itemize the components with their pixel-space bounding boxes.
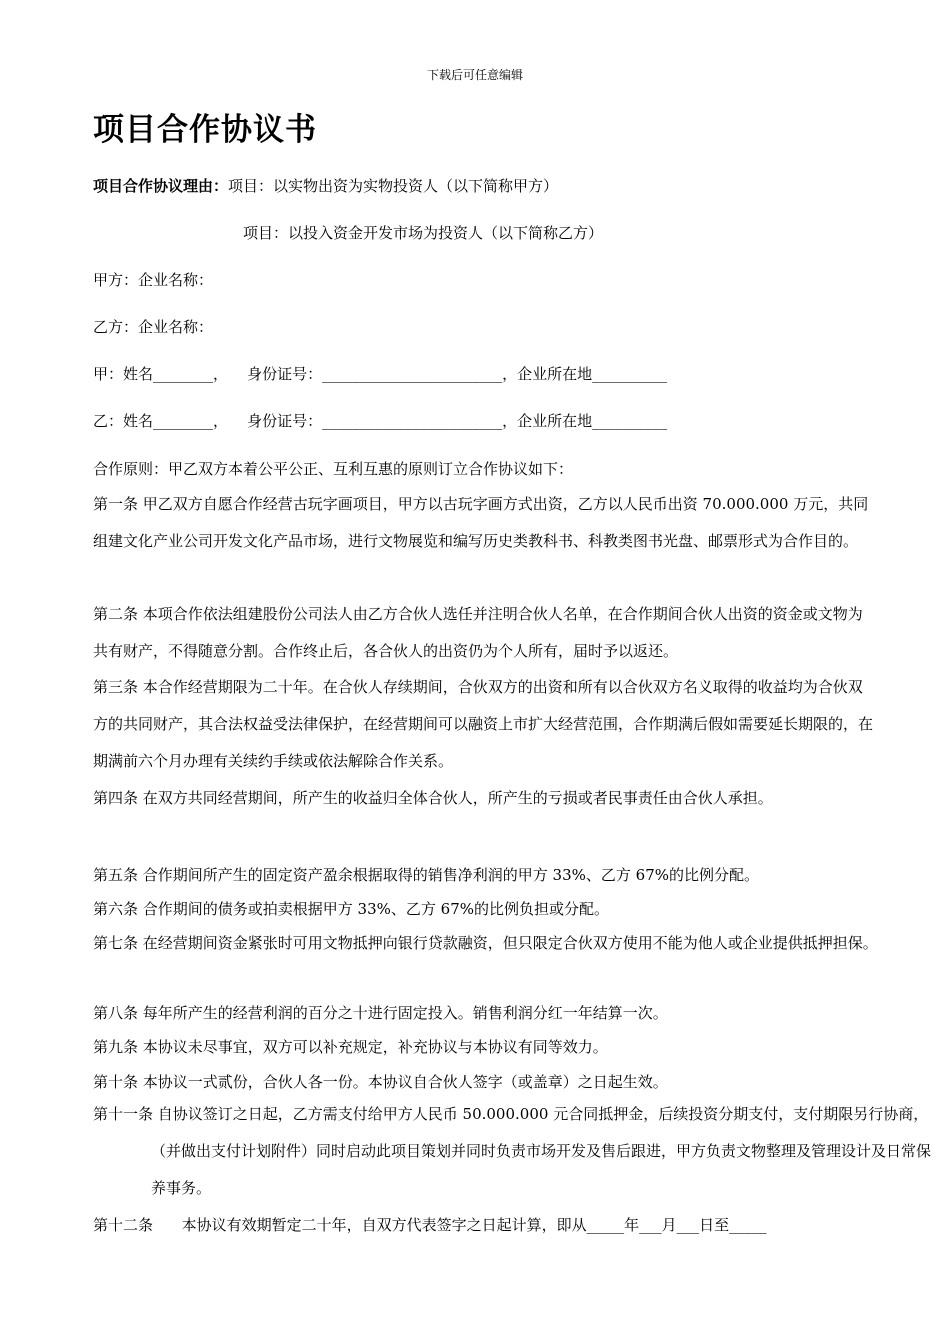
party-b-representative: 乙：姓名________， 身份证号：________________________，企业所在地__________ [93,412,668,430]
article-3: 第三条 本合作经营期限为二十年。在合伙人存续期间，合伙双方的出资和所有以合伙双方名义取得的收益均为合伙双方的共同财产，其合法权益受法律保护，在经营期间可以融资上市扩大经营范围，合作期满后假如需要延长期限的，在期满前六个月办理有关续约手续或依法解除合作关系。 [93,678,874,770]
article-2: 第二条 本项合作依法组建股份公司法人由乙方合伙人选任并注明合伙人名单，在合作期间合伙人出资的资金或文物为共有财产，不得随意分割。合作终止后，各合伙人的出资仍为个人所有，届时予以返还。 [93,605,863,660]
article-9: 第九条 本协议未尽事宜，双方可以补充规定，补充协议与本协议有同等效力。 [93,1038,608,1056]
page-header: 下载后可任意编辑 [426,68,523,82]
article-11: 第十一条 自协议签订之日起，乙方需支付给甲方人民币 50.000.000 元合同抵押金，后续投资分期支付，支付期限另行协商，（并做出支付计划附件）同时启动此项目策划并同时负责市场开发及售后跟进，甲方负责文物整理及管理设计及日常保养事务。 [93,1105,932,1197]
cooperation-principle: 合作原则：甲乙双方本着公平公正、互利互惠的原则订立合作协议如下： [93,460,574,478]
article-12: 第十二条 本协议有效期暂定二十年，自双方代表签字之日起计算，即从_____年___月___日至_____ [93,1216,767,1234]
party-a-representative: 甲：姓名________， 身份证号：________________________，企业所在地__________ [93,365,668,383]
article-8: 第八条 每年所产生的经营利润的百分之十进行固定投入。销售利润分红一年结算一次。 [93,1004,668,1022]
article-7: 第七条 在经营期间资金紧张时可用文物抵押向银行贷款融资，但只限定合伙双方使用不能为他人或企业提供抵押担保。 [93,934,878,952]
article-1: 第一条 甲乙双方自愿合作经营古玩字画项目，甲方以古玩字画方式出资，乙方以人民币出资 70.000.000 万元，共同组建文化产业公司开发文化产品市场，进行文物展览和编写历史类教科书、科教类图书光盘、邮票形式为合作目的。 [93,495,869,550]
reason-line-1 [93,175,558,196]
reason-label: 项目合作协议理由： [93,177,229,195]
article-10: 第十条 本协议一式贰份，合伙人各一份。本协议自合伙人签字（或盖章）之日起生效。 [93,1073,668,1091]
article-5: 第五条 合作期间所产生的固定资产盈余根据取得的销售净利润的甲方 33%、乙方 67%的比例分配。 [93,866,759,884]
article-4: 第四条 在双方共同经营期间，所产生的收益归全体合伙人，所产生的亏损或者民事责任由合伙人承担。 [93,789,773,807]
article-6: 第六条 合作期间的债务或拍卖根据甲方 33%、乙方 67%的比例负担或分配。 [93,900,609,918]
party-b-company: 乙方：企业名称： [93,318,214,336]
reason-item-b: 项目：以投入资金开发市场为投资人（以下简称乙方） [243,224,604,242]
party-a-company: 甲方：企业名称： [93,271,214,289]
reason-item-a: 项目：以实物出资为实物投资人（以下简称甲方） [228,177,559,195]
document-title: 项目合作协议书 [93,112,317,148]
